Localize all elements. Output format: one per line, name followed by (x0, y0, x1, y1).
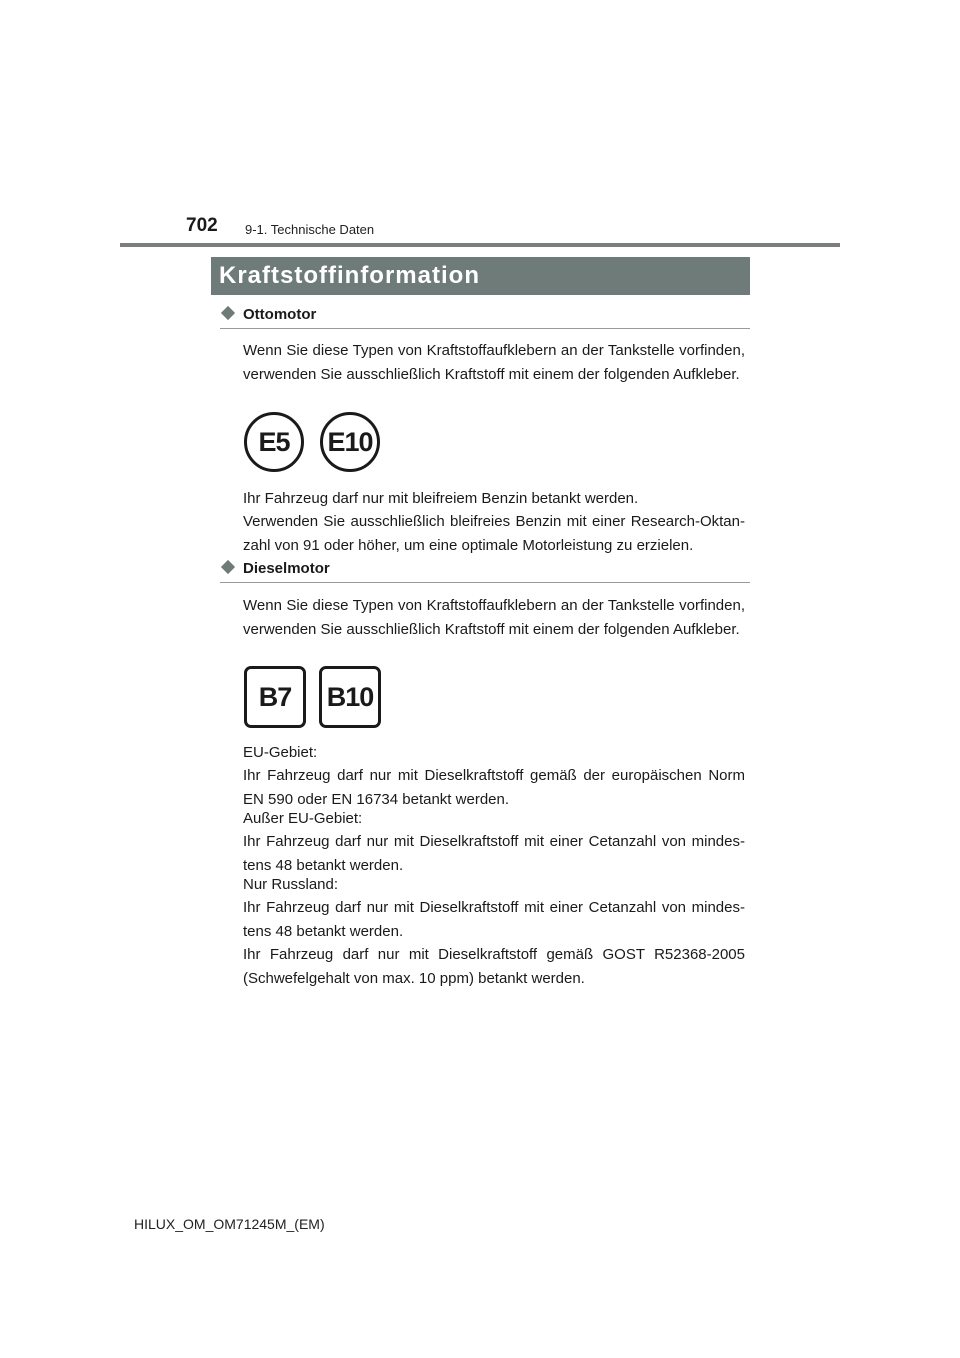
fuel-label-e10: E10 (320, 412, 380, 472)
subheading-dieselmotor (220, 560, 750, 583)
ottomotor-text-2: Verwenden Sie ausschließlich bleifreies Benzin mit einer Research-Oktanzahl von 91 oder höher, um eine optimale Motorleistung zu erzielen. (243, 513, 745, 554)
subheading-label: Dieselmotor (243, 560, 330, 577)
diamond-bullet-icon (221, 306, 235, 320)
non-eu-text: Ihr Fahrzeug darf nur mit Dieselkraftstoff mit einer Cetanzahl von mindestens 48 betankt werden. (243, 833, 745, 874)
fuel-label-b10: B10 (319, 666, 381, 728)
section-label: 9-1. Technische Daten (245, 222, 375, 237)
page-number: 702 (186, 215, 218, 236)
eu-heading: EU-Gebiet: (243, 744, 318, 761)
gost-text: Ihr Fahrzeug darf nur mit Dieselkraftstoff gemäß GOST R52368-2005 (Schwefelgehalt von max. 10 ppm) betankt werden. (243, 946, 745, 987)
subheading-label: Ottomotor (243, 306, 317, 323)
ottomotor-text-1: Ihr Fahrzeug darf nur mit bleifreiem Benzin betankt werden. (243, 490, 639, 507)
ottomotor-intro: Wenn Sie diese Typen von Kraftstoffaufklebern an der Tankstelle vorfinden, verwenden Sie ausschließlich Kraftstoff mit einem der folgenden Aufkleber. (243, 342, 745, 383)
footer-code: HILUX_OM_OM71245M_(EM) (134, 1216, 325, 1232)
russia-heading: Nur Russland: (243, 876, 339, 893)
dieselmotor-intro: Wenn Sie diese Typen von Kraftstoffaufklebern an der Tankstelle vorfinden, verwenden Sie ausschließlich Kraftstoff mit einem der folgenden Aufkleber. (243, 597, 745, 638)
page-title: Kraftstoffinformation (211, 257, 750, 295)
diamond-bullet-icon (221, 560, 235, 574)
header-rule (120, 243, 840, 247)
non-eu-heading: Außer EU-Gebiet: (243, 810, 363, 827)
fuel-label-e5: E5 (244, 412, 304, 472)
subheading-ottomotor (220, 306, 750, 329)
eu-text: Ihr Fahrzeug darf nur mit Dieselkraftstoff gemäß der europäischen Norm EN 590 oder EN 16734 betankt werden. (243, 767, 745, 808)
russia-text: Ihr Fahrzeug darf nur mit Dieselkraftstoff mit einer Cetanzahl von mindestens 48 betankt werden. (243, 899, 745, 940)
fuel-label-b7: B7 (244, 666, 306, 728)
